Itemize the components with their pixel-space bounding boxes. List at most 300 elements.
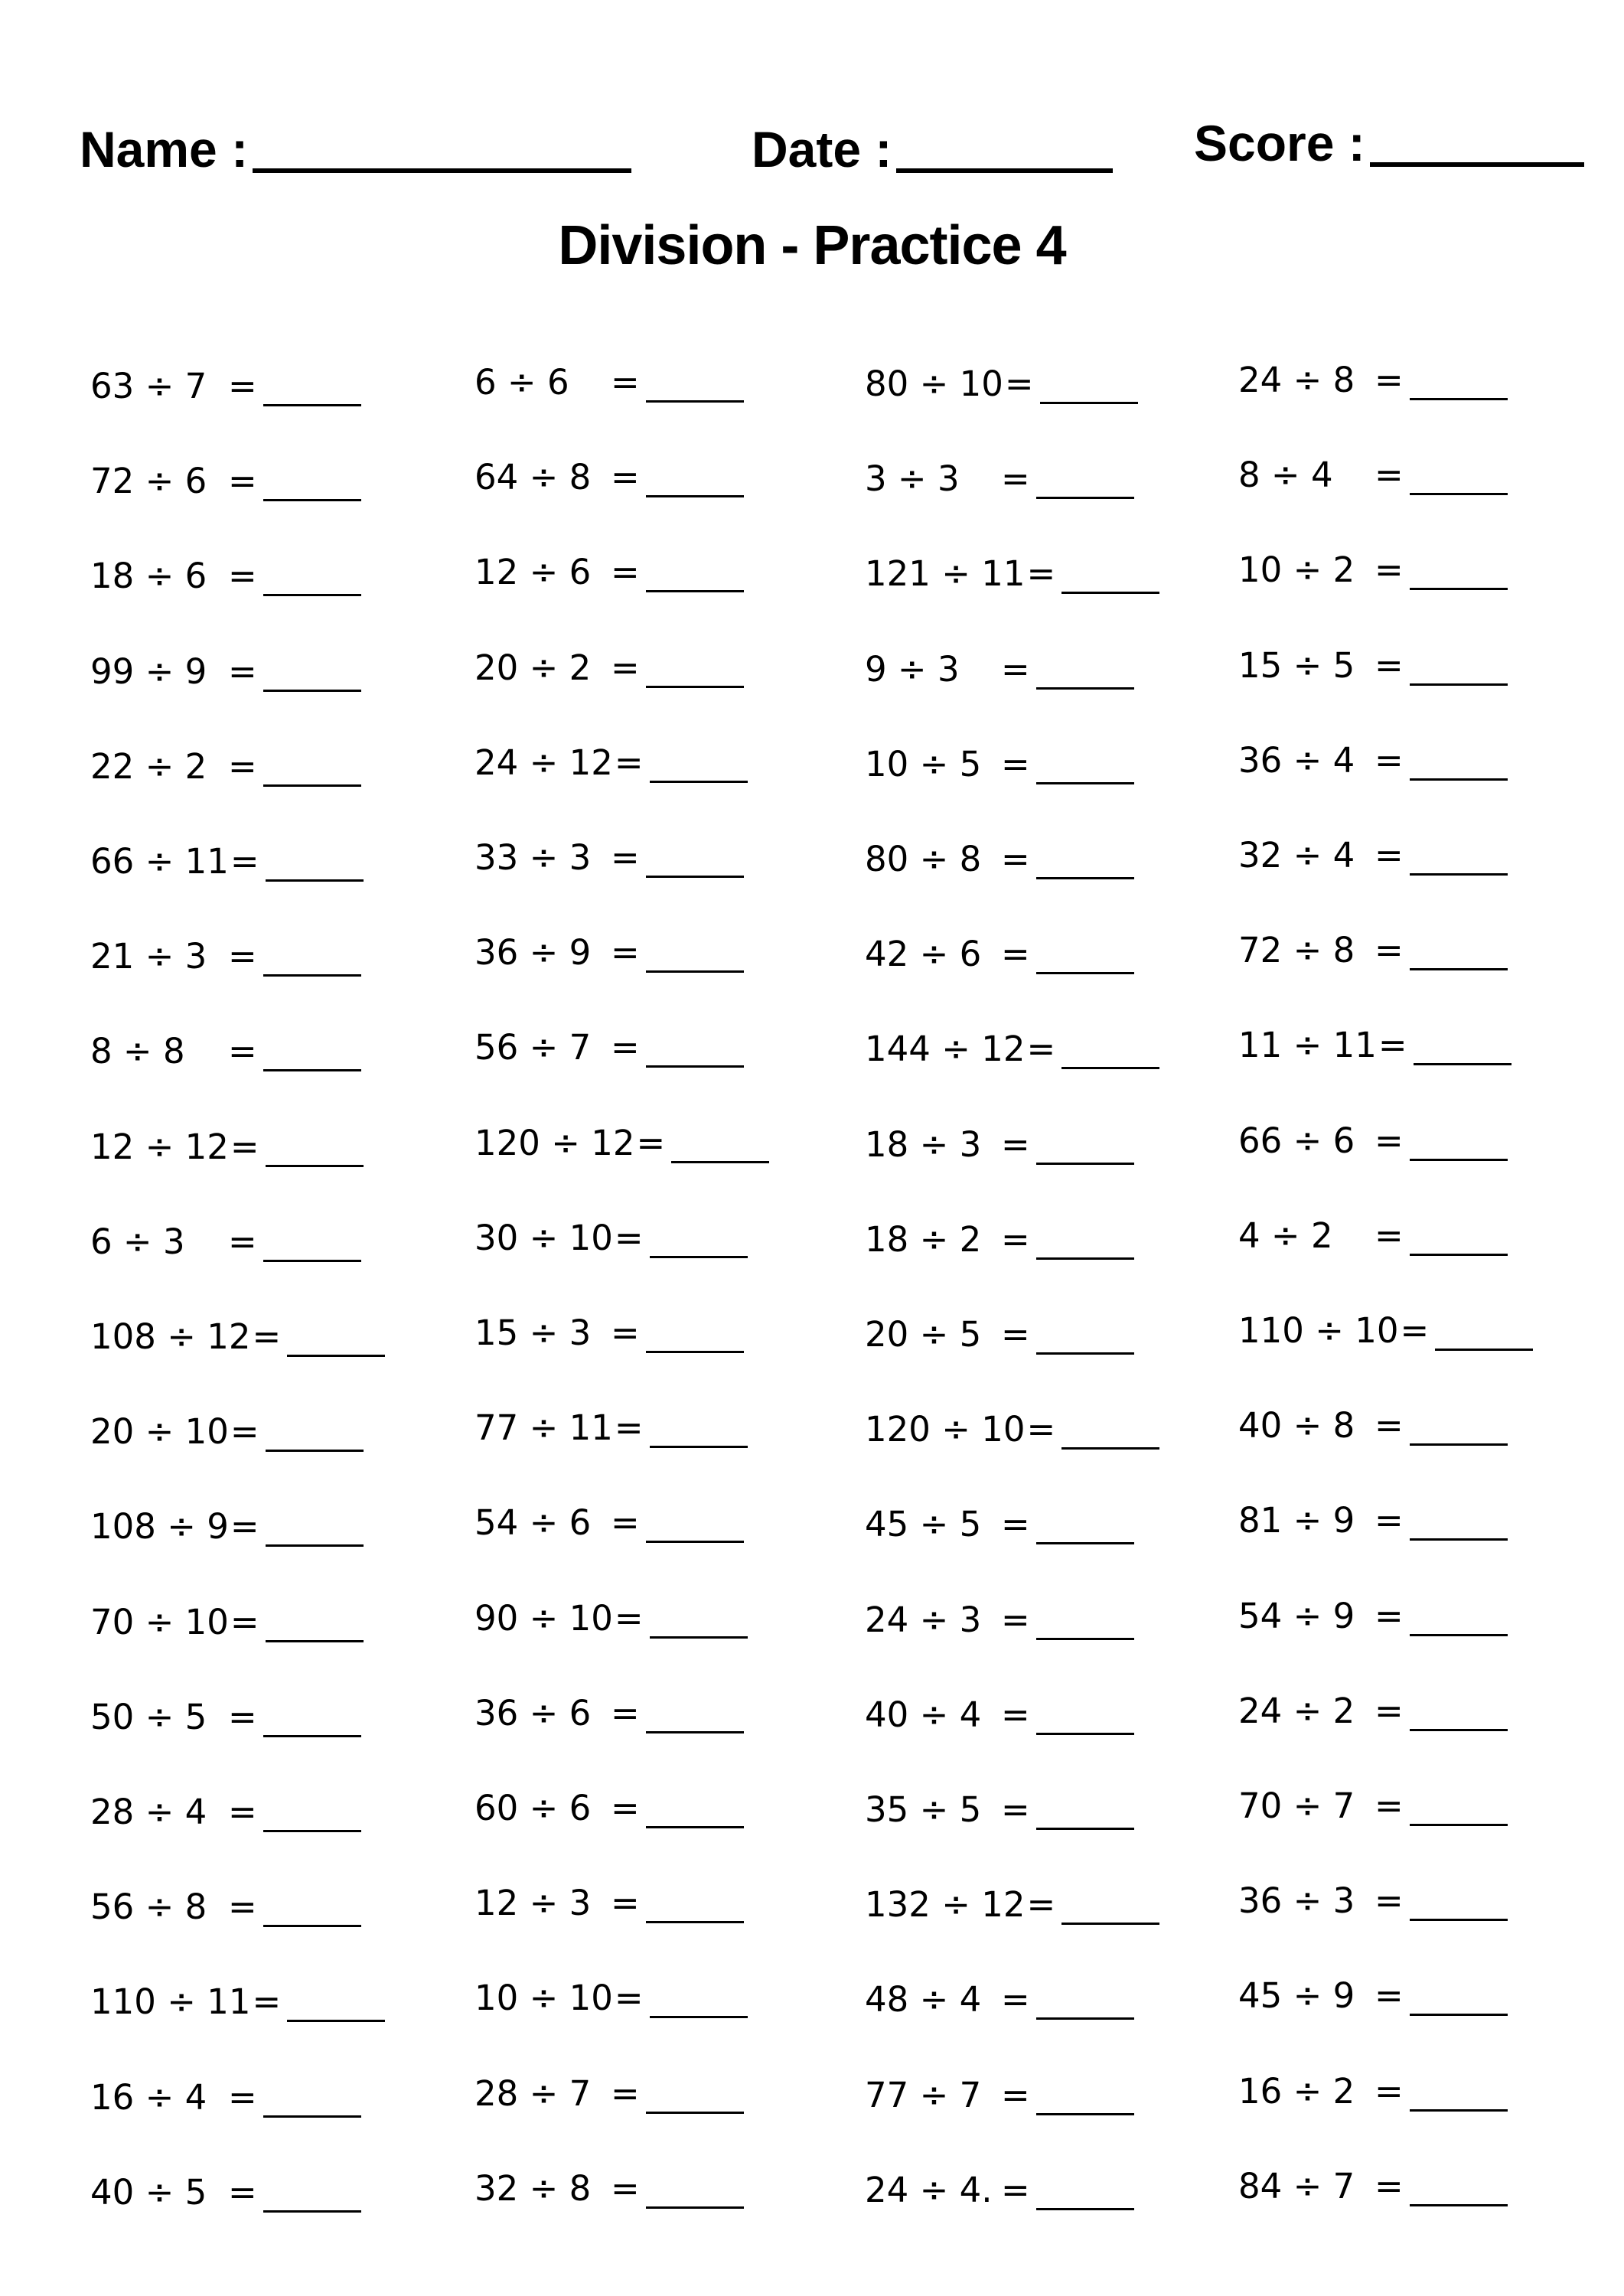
problem-row [474,451,781,504]
name-field[interactable] [80,98,631,178]
answer-blank[interactable] [646,876,744,878]
problem-row [1238,354,1544,407]
equals-sign: = [228,366,257,406]
problem-expression: 132 ÷ 12 [865,1884,1026,1925]
answer-blank[interactable] [646,2206,744,2209]
equals-sign: = [1375,835,1404,876]
problem-row [865,1878,1171,1932]
equals-sign: = [1026,553,1056,594]
problem-row [90,1596,396,1649]
equals-sign: = [230,1127,259,1167]
problem-expression: 18 ÷ 3 [865,1124,982,1165]
answer-blank[interactable] [1410,2109,1508,2112]
equals-sign: = [636,1123,666,1163]
problem-expression: 80 ÷ 8 [865,839,982,879]
answer-blank[interactable] [1040,402,1138,404]
problem-expression: 144 ÷ 12 [865,1029,1026,1069]
problem-row [865,2069,1171,2122]
equals-sign: = [1375,360,1404,400]
answer-blank[interactable] [266,1165,364,1167]
equals-sign: = [228,1887,257,1927]
problem-expression: 72 ÷ 8 [1238,930,1355,970]
answer-blank[interactable] [646,495,744,497]
equals-sign: = [1001,1694,1030,1735]
equals-sign: = [228,2077,257,2118]
problem-expression: 6 ÷ 6 [474,362,569,403]
answer-blank[interactable] [1036,782,1134,784]
equals-sign: = [611,362,640,403]
answer-blank[interactable] [1435,1349,1533,1351]
answer-blank[interactable] [1036,1733,1134,1735]
equals-sign: = [1001,1789,1030,1830]
problem-row [1238,639,1544,693]
score-field[interactable] [1194,92,1584,171]
equals-sign: = [228,746,257,787]
problem-expression: 36 ÷ 4 [1238,740,1355,781]
equals-sign: = [1004,364,1034,404]
equals-sign: = [228,936,257,977]
equals-sign: = [1375,930,1404,970]
problem-expression: 56 ÷ 7 [474,1027,592,1068]
problem-row [90,930,396,983]
answer-blank[interactable] [1410,588,1508,590]
equals-sign: = [611,1313,640,1353]
problem-row [865,1783,1171,1837]
problem-row [1238,1684,1544,1738]
date-field[interactable] [752,98,1113,178]
equals-sign: = [614,742,644,783]
equals-sign: = [1001,1314,1030,1355]
problem-row [90,360,396,413]
answer-blank[interactable] [646,1065,744,1068]
problem-row [90,1120,396,1174]
answer-blank[interactable] [263,974,361,977]
answer-blank[interactable] [1410,1919,1508,1921]
equals-sign: = [1375,1975,1404,2016]
problem-row [474,831,781,885]
problem-row [1238,924,1544,977]
problem-expression: 15 ÷ 3 [474,1313,592,1353]
problem-expression: 54 ÷ 6 [474,1502,592,1543]
answer-blank[interactable] [1036,2208,1134,2210]
problem-expression: 35 ÷ 5 [865,1789,982,1830]
answer-blank[interactable] [263,1830,361,1832]
answer-blank[interactable] [650,1636,748,1639]
answer-blank[interactable] [650,1446,748,1448]
equals-sign: = [228,1697,257,1737]
problem-expression: 77 ÷ 7 [865,2075,982,2115]
problem-row [865,1498,1171,1551]
problem-row [90,1500,396,1554]
answer-blank[interactable] [650,2016,748,2018]
equals-sign: = [611,1502,640,1543]
problem-row [474,641,781,695]
problem-expression: 24 ÷ 2 [1238,1691,1355,1731]
answer-blank[interactable] [1061,592,1159,594]
problem-expression: 56 ÷ 8 [90,1887,207,1927]
problem-row [865,1403,1171,1456]
problem-row [865,738,1171,791]
equals-sign: = [1375,550,1404,590]
problem-row [90,1405,396,1459]
problem-expression: 40 ÷ 5 [90,2172,207,2213]
problem-row [865,452,1171,506]
problem-expression: 42 ÷ 6 [865,934,982,974]
problem-expression: 32 ÷ 4 [1238,835,1355,876]
equals-sign: = [228,1792,257,1832]
equals-sign: = [1375,2166,1404,2206]
answer-blank[interactable] [1410,398,1508,400]
problem-row [1238,2160,1544,2213]
problem-expression: 45 ÷ 9 [1238,1975,1355,2016]
answer-blank[interactable] [1410,1443,1508,1446]
problem-expression: 36 ÷ 3 [1238,1880,1355,1921]
problem-row [1238,1209,1544,1263]
problem-expression: 28 ÷ 7 [474,2073,592,2114]
problem-row [865,1213,1171,1267]
problem-row [1238,1019,1544,1072]
problem-row [865,547,1171,601]
answer-blank[interactable] [646,970,744,973]
equals-sign: = [1001,1979,1030,2020]
answer-blank[interactable] [263,1735,361,1737]
problem-row [90,1880,396,1934]
answer-blank[interactable] [646,400,744,403]
problem-row [474,736,781,790]
problem-expression: 110 ÷ 10 [1238,1310,1399,1351]
problem-row [90,1786,396,1839]
problem-row [474,1877,781,1930]
equals-sign: = [1400,1310,1430,1351]
equals-sign: = [1375,1120,1404,1161]
equals-sign: = [1026,1884,1056,1925]
problem-row [865,1118,1171,1172]
answer-blank[interactable] [1061,1067,1159,1069]
equals-sign: = [611,552,640,592]
equals-sign: = [1001,839,1030,879]
answer-blank[interactable] [1036,1542,1134,1544]
answer-blank[interactable] [646,1731,744,1733]
problem-expression: 120 ÷ 12 [474,1123,635,1163]
answer-blank[interactable] [1036,972,1134,974]
problem-row [474,1782,781,1835]
answer-blank[interactable] [287,1355,385,1357]
answer-blank[interactable] [1410,1254,1508,1256]
problem-expression: 6 ÷ 3 [90,1221,185,1262]
problem-row [90,455,396,508]
answer-blank[interactable] [646,1351,744,1353]
equals-sign: = [1001,458,1030,499]
problem-row [1238,1114,1544,1168]
problem-expression: 72 ÷ 6 [90,461,207,501]
problem-row [474,2067,781,2121]
answer-blank[interactable] [1410,493,1508,495]
problem-row [865,1308,1171,1362]
problem-expression: 30 ÷ 10 [474,1218,613,1258]
equals-sign: = [228,461,257,501]
answer-blank[interactable] [650,1256,748,1258]
answer-blank[interactable] [1410,873,1508,876]
problem-row [474,2162,781,2216]
problem-row [1238,734,1544,788]
score-label: Score : [1194,115,1365,171]
problem-row [90,740,396,794]
problem-expression: 9 ÷ 3 [865,649,960,690]
problem-expression: 54 ÷ 9 [1238,1596,1355,1636]
equals-sign: = [614,1407,644,1448]
answer-blank[interactable] [1410,1729,1508,1731]
equals-sign: = [230,841,259,882]
problem-row [474,1212,781,1265]
answer-blank[interactable] [1410,2014,1508,2016]
problem-expression: 24 ÷ 4. [865,2170,993,2210]
equals-sign: = [1375,2071,1404,2112]
answer-blank[interactable] [671,1161,769,1163]
problem-expression: 36 ÷ 6 [474,1693,592,1733]
problem-expression: 24 ÷ 3 [865,1600,982,1640]
problem-expression: 18 ÷ 2 [865,1219,982,1260]
problem-expression: 120 ÷ 10 [865,1409,1026,1450]
problem-row [1238,1874,1544,1928]
answer-blank[interactable] [646,1826,744,1828]
answer-blank[interactable] [263,690,361,692]
answer-blank[interactable] [263,499,361,501]
equals-sign: = [1375,1596,1404,1636]
problem-row [474,1117,781,1170]
equals-sign: = [230,1411,259,1452]
equals-sign: = [1001,2170,1030,2210]
equals-sign: = [611,2073,640,2114]
equals-sign: = [611,647,640,688]
equals-sign: = [1375,1786,1404,1826]
equals-sign: = [1001,934,1030,974]
answer-blank[interactable] [266,1450,364,1452]
problem-expression: 20 ÷ 10 [90,1411,229,1452]
equals-sign: = [1375,740,1404,781]
problem-expression: 90 ÷ 10 [474,1598,613,1639]
problem-row [865,928,1171,981]
problem-expression: 64 ÷ 8 [474,457,592,497]
date-blank-line[interactable] [896,162,1113,173]
worksheet-title: Division - Practice 4 [558,215,1066,276]
problem-expression: 12 ÷ 3 [474,1883,592,1923]
problem-expression: 16 ÷ 2 [1238,2071,1355,2112]
problem-row [1238,1590,1544,1643]
problem-expression: 50 ÷ 5 [90,1697,207,1737]
problem-row [1238,448,1544,502]
equals-sign: = [1001,2075,1030,2115]
equals-sign: = [1378,1025,1407,1065]
problem-expression: 22 ÷ 2 [90,746,207,787]
problem-expression: 77 ÷ 11 [474,1407,613,1448]
problem-expression: 21 ÷ 3 [90,936,207,977]
problem-expression: 60 ÷ 6 [474,1788,592,1828]
answer-blank[interactable] [266,1544,364,1547]
answer-blank[interactable] [1410,1538,1508,1541]
problem-expression: 36 ÷ 9 [474,932,592,973]
problem-row [474,1687,781,1740]
equals-sign: = [611,932,640,973]
problem-expression: 11 ÷ 11 [1238,1025,1377,1065]
problem-row [1238,829,1544,882]
problem-row [90,1025,396,1078]
problem-expression: 40 ÷ 4 [865,1694,982,1735]
problem-expression: 66 ÷ 6 [1238,1120,1355,1161]
answer-blank[interactable] [646,1921,744,1923]
answer-blank[interactable] [650,781,748,783]
equals-sign: = [228,1221,257,1262]
problem-row [90,1975,396,2029]
problem-expression: 24 ÷ 8 [1238,360,1355,400]
problem-expression: 10 ÷ 5 [865,744,982,784]
equals-sign: = [1375,1880,1404,1921]
problem-row [90,1310,396,1364]
answer-blank[interactable] [1410,1824,1508,1826]
answer-blank[interactable] [1410,2204,1508,2206]
answer-blank[interactable] [646,1541,744,1543]
problem-expression: 81 ÷ 9 [1238,1500,1355,1541]
problem-row [90,2071,396,2125]
answer-blank[interactable] [266,1640,364,1642]
answer-blank[interactable] [287,2020,385,2022]
answer-blank[interactable] [1036,1352,1134,1355]
equals-sign: = [1001,1219,1030,1260]
answer-blank[interactable] [263,1260,361,1262]
problem-row [865,1688,1171,1742]
answer-blank[interactable] [263,1069,361,1071]
problem-expression: 20 ÷ 5 [865,1314,982,1355]
problem-expression: 8 ÷ 4 [1238,455,1333,495]
answer-blank[interactable] [1410,683,1508,686]
problem-expression: 80 ÷ 10 [865,364,1003,404]
answer-blank[interactable] [263,2210,361,2213]
equals-sign: = [611,1027,640,1068]
answer-blank[interactable] [1410,1634,1508,1636]
answer-blank[interactable] [1036,497,1134,499]
answer-blank[interactable] [1410,968,1508,970]
equals-sign: = [228,651,257,692]
problem-expression: 66 ÷ 11 [90,841,229,882]
problem-row [1238,543,1544,597]
problem-row [474,1306,781,1360]
equals-sign: = [614,1218,644,1258]
problem-expression: 8 ÷ 8 [90,1031,185,1071]
equals-sign: = [1375,1691,1404,1731]
answer-blank[interactable] [1414,1063,1511,1065]
problem-expression: 40 ÷ 8 [1238,1405,1355,1446]
equals-sign: = [1001,1124,1030,1165]
answer-blank[interactable] [1036,2017,1134,2020]
problem-row [1238,1969,1544,2023]
answer-blank[interactable] [1036,687,1134,690]
answer-blank[interactable] [263,784,361,787]
problem-row [90,550,396,603]
problem-expression: 70 ÷ 7 [1238,1786,1355,1826]
problem-expression: 108 ÷ 9 [90,1506,229,1547]
answer-blank[interactable] [1036,877,1134,879]
problem-row [474,546,781,599]
equals-sign: = [230,1602,259,1642]
answer-blank[interactable] [266,879,364,882]
problem-expression: 3 ÷ 3 [865,458,960,499]
answer-blank[interactable] [646,686,744,688]
answer-blank[interactable] [1061,1447,1159,1450]
problem-expression: 16 ÷ 4 [90,2077,207,2118]
answer-blank[interactable] [646,2112,744,2114]
problem-expression: 70 ÷ 10 [90,1602,229,1642]
equals-sign: = [611,2168,640,2209]
problem-row [1238,1494,1544,1548]
answer-blank[interactable] [263,2115,361,2118]
equals-sign: = [1375,1500,1404,1541]
problem-row [474,1592,781,1645]
problem-row [90,645,396,699]
problem-row [865,1022,1171,1076]
answer-blank[interactable] [1410,1159,1508,1161]
equals-sign: = [614,1598,644,1639]
problem-row [90,2166,396,2219]
date-label: Date : [752,121,892,178]
problem-row [865,643,1171,696]
answer-blank[interactable] [1036,2113,1134,2115]
problem-expression: 32 ÷ 8 [474,2168,592,2209]
problem-row [865,2164,1171,2217]
answer-blank[interactable] [1036,1257,1134,1260]
equals-sign: = [228,556,257,596]
problem-expression: 15 ÷ 5 [1238,645,1355,686]
problem-expression: 20 ÷ 2 [474,647,592,688]
equals-sign: = [1375,1405,1404,1446]
equals-sign: = [1375,455,1404,495]
equals-sign: = [611,837,640,878]
answer-blank[interactable] [1036,1638,1134,1640]
answer-blank[interactable] [1036,1828,1134,1830]
answer-blank[interactable] [1036,1163,1134,1165]
answer-blank[interactable] [646,590,744,592]
problem-expression: 28 ÷ 4 [90,1792,207,1832]
answer-blank[interactable] [1410,778,1508,781]
equals-sign: = [614,1978,644,2018]
equals-sign: = [611,1883,640,1923]
problem-row [90,835,396,889]
equals-sign: = [1001,1504,1030,1544]
problem-expression: 4 ÷ 2 [1238,1215,1333,1256]
score-blank-line[interactable] [1370,156,1584,167]
name-blank-line[interactable] [253,162,631,173]
equals-sign: = [611,457,640,497]
problem-expression: 63 ÷ 7 [90,366,207,406]
answer-blank[interactable] [263,404,361,406]
equals-sign: = [1375,645,1404,686]
answer-blank[interactable] [263,594,361,596]
equals-sign: = [252,1981,282,2022]
problem-expression: 45 ÷ 5 [865,1504,982,1544]
answer-blank[interactable] [263,1925,361,1927]
problem-row [1238,2065,1544,2118]
problem-row [865,833,1171,886]
problem-expression: 33 ÷ 3 [474,837,592,878]
problem-expression: 10 ÷ 10 [474,1978,613,2018]
problem-row [1238,1304,1544,1358]
name-label: Name : [80,121,249,178]
equals-sign: = [1001,744,1030,784]
problem-row [865,1973,1171,2027]
problem-row [1238,1399,1544,1453]
equals-sign: = [252,1316,282,1357]
problem-row [865,1593,1171,1647]
answer-blank[interactable] [1061,1923,1159,1925]
equals-sign: = [1001,1600,1030,1640]
